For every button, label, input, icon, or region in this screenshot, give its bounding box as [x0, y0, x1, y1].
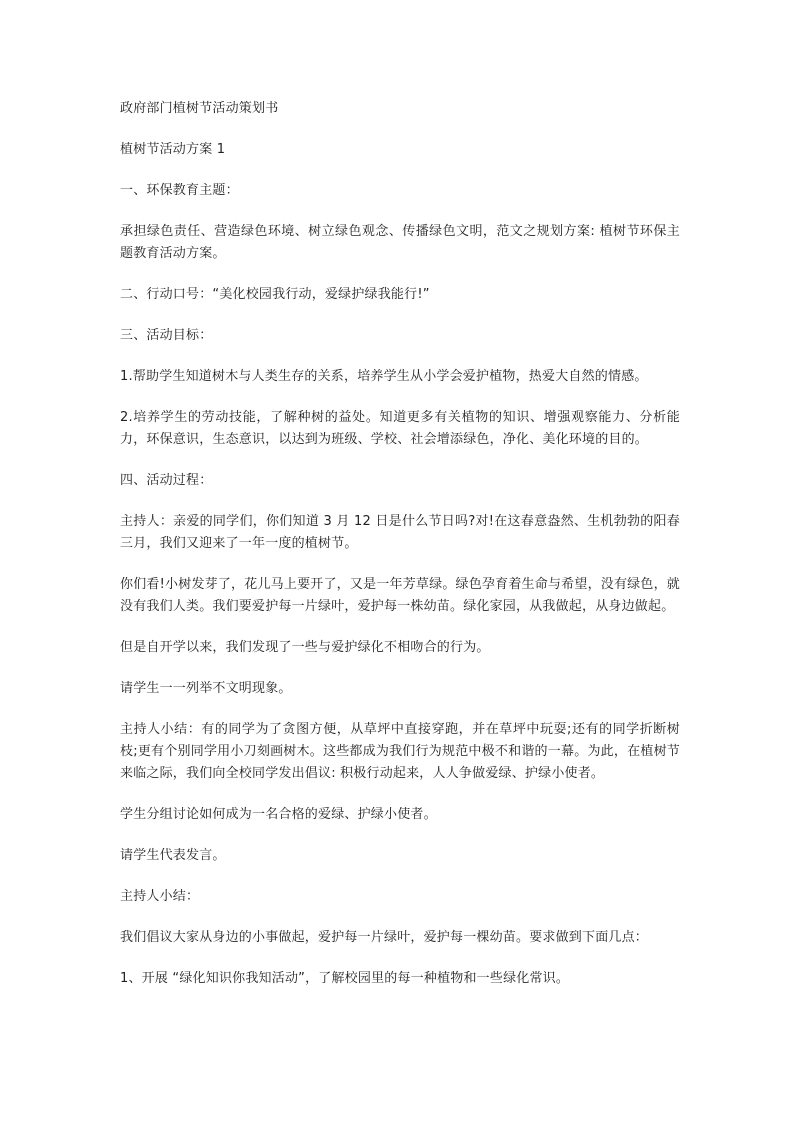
section-heading-theme: 一、环保教育主题： [120, 183, 239, 198]
paragraph-point-1: 1、开展 “绿化知识你我知活动”，了解校园里的每一种植物和一些绿化常识。 [120, 971, 570, 986]
paragraph-group-discussion: 学生分组讨论如何成为一名合格的爱绿、护绿小使者。 [120, 807, 437, 822]
paragraph-issue-found: 但是自开学以来，我们发现了一些与爱护绿化不相吻合的行为。 [120, 640, 490, 655]
paragraph-host-intro: 主持人：亲爱的同学们，你们知道 3 月 12 日是什么节日吗?对!在这春意盎然、生机勃勃的阳春三月，我们又迎来了一年一度的植树节。 [120, 514, 680, 551]
section-heading-process: 四、活动过程： [120, 473, 213, 488]
paragraph-slogan: 二、行动口号：“美化校园我行动，爱绿护绿我能行!” [120, 287, 430, 302]
document-body [120, 98, 680, 990]
paragraph-proposal: 我们倡议大家从身边的小事做起，爱护每一片绿叶，爱护每一棵幼苗。要求做到下面几点： [120, 930, 649, 945]
paragraph-goal-2: 2.培养学生的劳动技能，了解种树的益处。知道更多有关植物的知识、增强观察能力、分析能力，环保意识，生态意识，以达到为班级、学校、社会增添绿色，净化、美化环境的目的。 [120, 410, 680, 447]
document-title: 政府部门植树节活动策划书 [120, 101, 279, 116]
paragraph-theme-content: 承担绿色责任、营造绿色环境、树立绿色观念、传播绿色文明，范文之规划方案: 植树节环保主题教育活动方案。 [120, 224, 680, 261]
paragraph-student-list: 请学生一一列举不文明现象。 [120, 681, 292, 696]
section-heading-plan-1: 植树节活动方案 1 [120, 142, 226, 157]
paragraph-host-summary: 主持人小结：有的同学为了贪图方便，从草坪中直接穿跑，并在草坪中玩耍;还有的同学折断树枝;更有个别同学用小刀刻画树木。这些都成为我们行为规范中极不和谐的一幕。为此，在植树节来临之际，我们向全校同学发出倡议: 积极行动起来，人人争做爱绿、护绿小使者。 [120, 722, 680, 781]
paragraph-goal-1: 1.帮助学生知道树木与人类生存的关系，培养学生从小学会爱护植物，热爱大自然的情感。 [120, 369, 648, 384]
section-heading-goals: 三、活动目标： [120, 328, 213, 343]
paragraph-green-life: 你们看!小树发芽了，花儿马上要开了，又是一年芳草绿。绿色孕育着生命与希望，没有绿色，就没有我们人类。我们要爱护每一片绿叶，爱护每一株幼苗。绿化家园，从我做起，从身边做起。 [120, 577, 680, 614]
paragraph-host-summary-2: 主持人小结： [120, 889, 200, 904]
paragraph-representative: 请学生代表发言。 [120, 848, 226, 863]
